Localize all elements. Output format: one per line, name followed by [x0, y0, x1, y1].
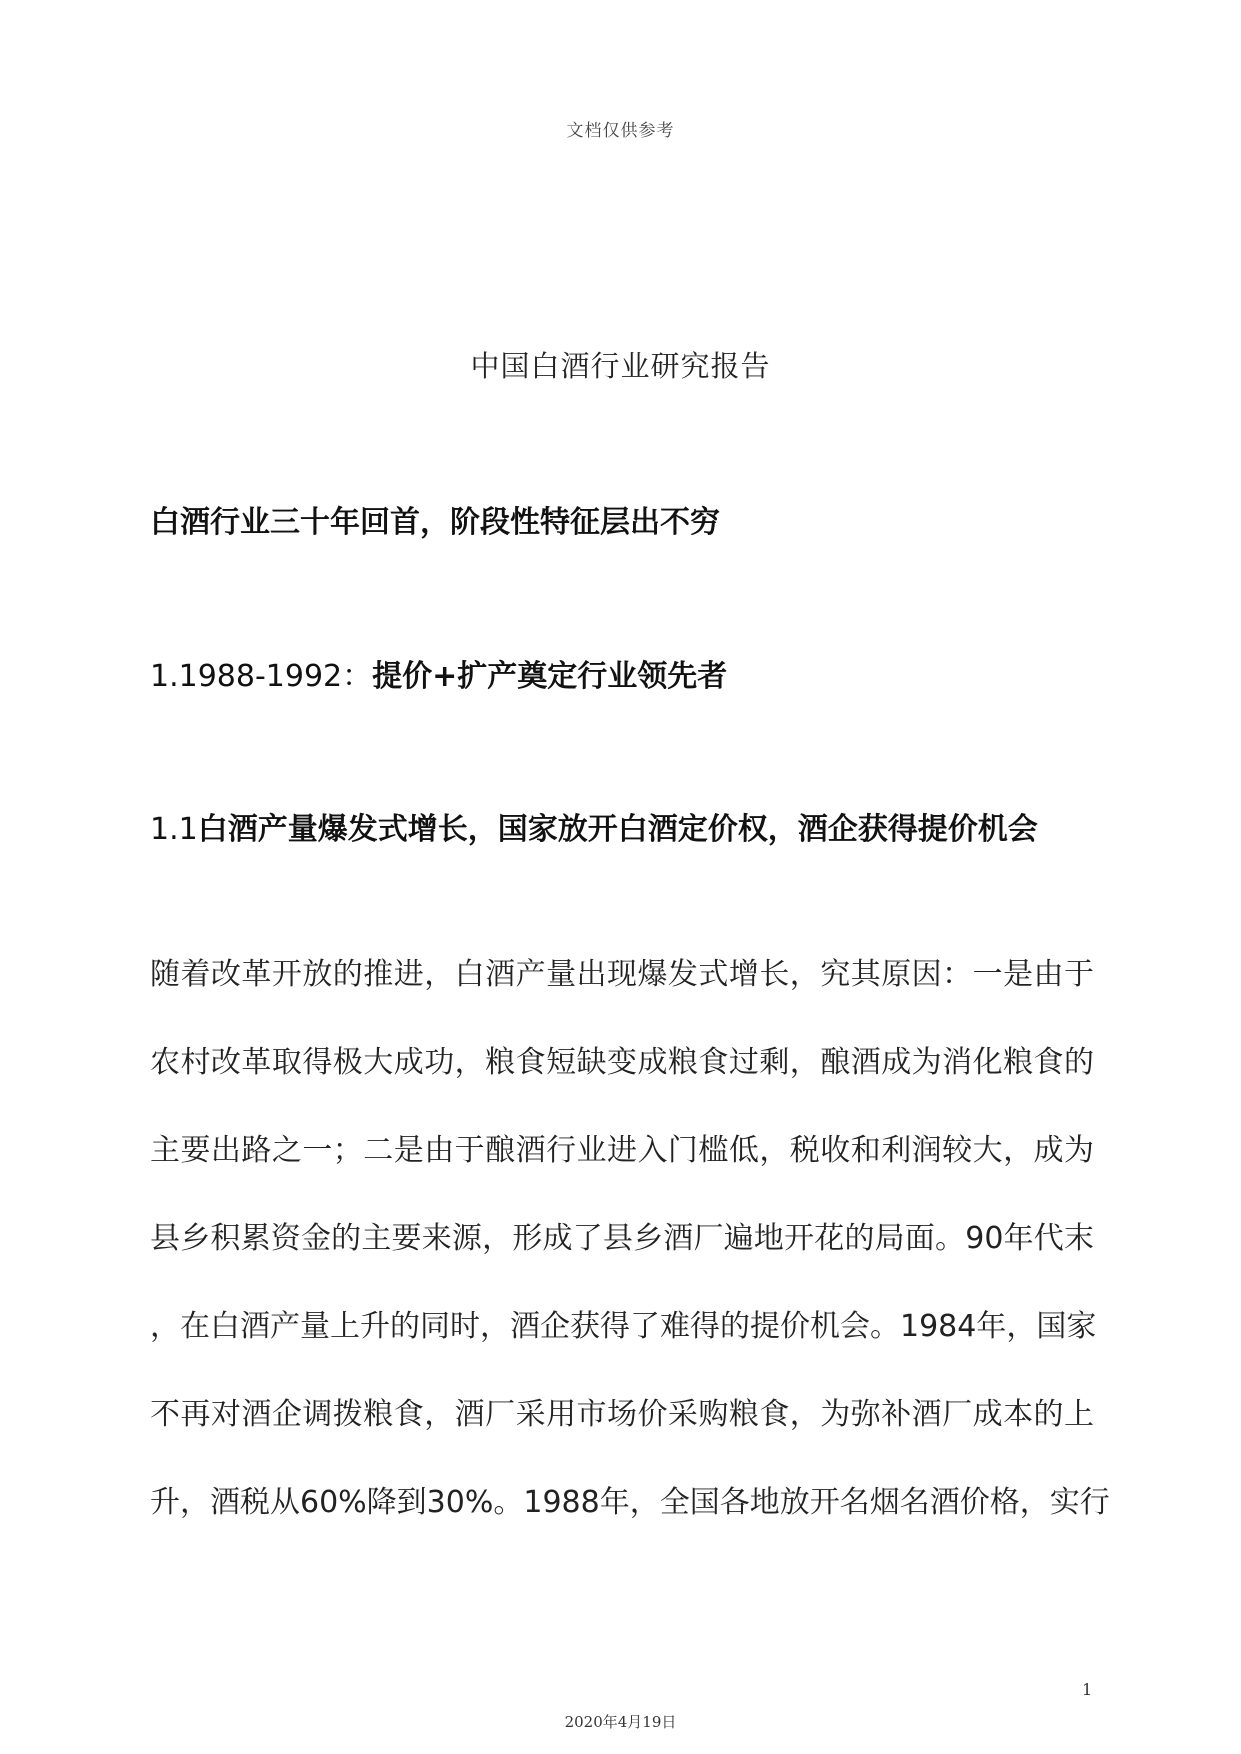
header-note: 文档仅供参考 [566, 121, 675, 141]
body-line: 升，酒税从60%降到30%。1988年，全国各地放开名烟名酒价格，实行 [150, 1485, 1110, 1520]
section-heading-1 [150, 497, 720, 541]
heading-number: 1.1 [150, 812, 198, 847]
body-paragraph [150, 955, 1110, 1571]
body-line: ，在白酒产量上升的同时，酒企获得了难得的提价机会。1984年，国家 [150, 1309, 1097, 1344]
body-line: 主要出路之一；二是由于酿酒行业进入门槛低，税收和利润较大，成为 [150, 1133, 1094, 1168]
footer-date: 2020年4月19日 [564, 1713, 677, 1731]
page-number: 1 [1082, 1680, 1093, 1699]
heading-number: 1.1988-1992： [150, 659, 373, 694]
heading-text: 白酒产量爆发式增长，国家放开白酒定价权，酒企获得提价机会 [197, 812, 1038, 847]
body-line: 随着改革开放的推进，白酒产量出现爆发式增长，究其原因：一是由于 [150, 957, 1094, 992]
body-line: 不再对酒企调拨粮食，酒厂采用市场价采购粮食，为弥补酒厂成本的上 [150, 1397, 1094, 1432]
section-heading-3 [150, 804, 1038, 848]
document-title: 中国白酒行业研究报告 [470, 349, 771, 383]
heading-text: 提价+扩产奠定行业领先者 [372, 659, 728, 694]
body-line: 县乡积累资金的主要来源，形成了县乡酒厂遍地开花的局面。90年代末 [150, 1221, 1094, 1256]
heading-text: 白酒行业三十年回首，阶段性特征层出不穷 [150, 505, 720, 540]
body-line: 农村改革取得极大成功，粮食短缺变成粮食过剩，酿酒成为消化粮食的 [150, 1045, 1094, 1080]
section-heading-2 [150, 651, 727, 695]
